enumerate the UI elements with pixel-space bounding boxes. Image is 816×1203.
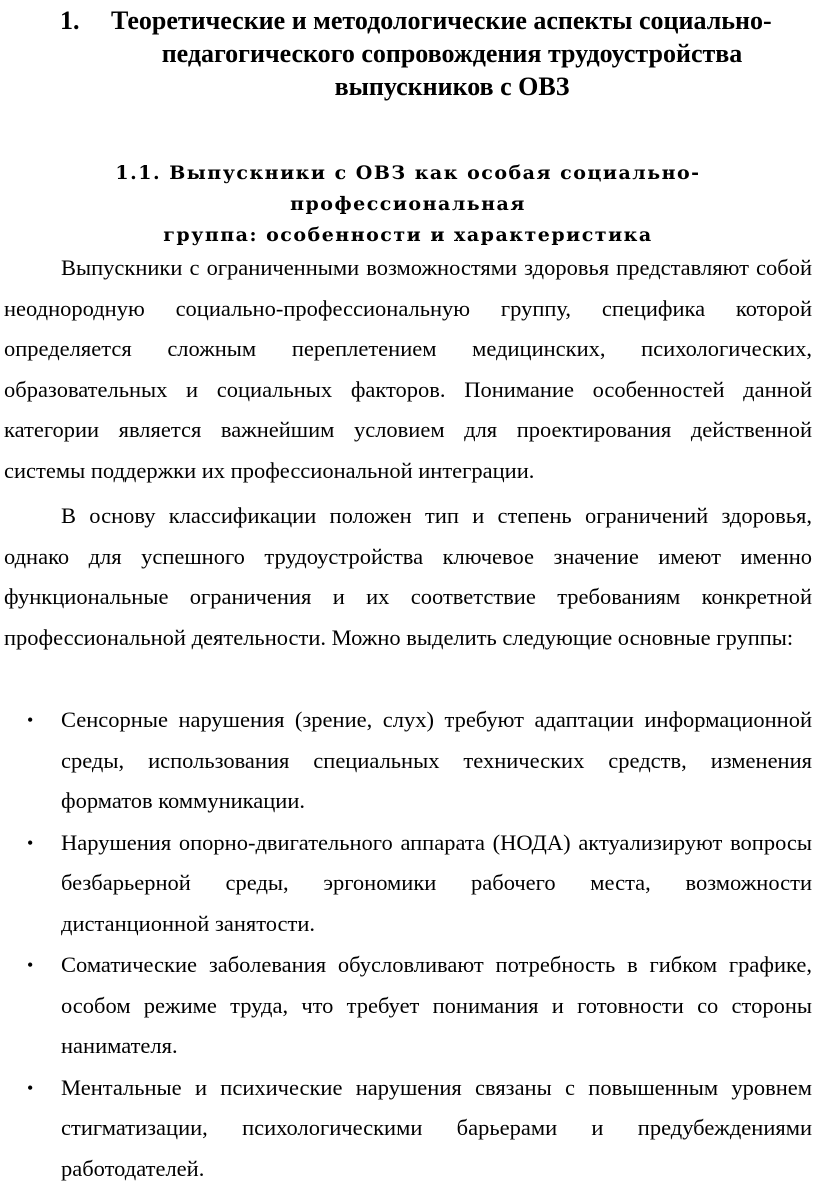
chapter-heading-line-2: педагогического сопровождения трудоустройства bbox=[161, 39, 743, 68]
list-item bbox=[0, 1068, 812, 1190]
bullet-icon: • bbox=[27, 955, 34, 975]
list-item bbox=[0, 700, 812, 822]
bullet-icon: • bbox=[27, 710, 34, 730]
bullet-icon: • bbox=[27, 832, 34, 853]
list-item-text: Сенсорные нарушения (зрение, слух) требуют адаптации информационной среды, использования специальных технических средств, изменения форматов коммуникации. bbox=[61, 707, 812, 813]
chapter-heading-line-1: Теоретические и методологические аспекты социально- bbox=[111, 6, 772, 35]
paragraph-text: В основу классификации положен тип и степень ограничений здоровья, однако для успешного трудоустройства ключевое значение имеют именно функциональные ограничения и их соответствие требованиям конкретной профессиональной деятельности. Можно выделить следующие основные группы: bbox=[4, 503, 812, 650]
list-item-text: Нарушения опорно-двигательного аппарата (НОДА) актуализируют вопросы безбарьерной среды, эргономики рабочего места, возможности дистанционной занятости. bbox=[61, 829, 812, 936]
bullet-icon: • bbox=[27, 1077, 34, 1098]
paragraph-text: Выпускники с ограниченными возможностями здоровья представляют собой неоднородную социально-профессиональную группу, специфика которой определяется сложным переплетением медицинских, психологических, образовательных и социальных факторов. Понимание особенностей данной категории является важнейшим условием для проектирования действенной системы поддержки их профессиональной интеграции. bbox=[4, 255, 812, 483]
chapter-heading bbox=[60, 4, 800, 103]
list-item-text: Ментальные и психические нарушения связаны с повышенным уровнем стигматизации, психологическими барьерами и предубеждениями работодателей. bbox=[61, 1074, 812, 1181]
chapter-number: 1. bbox=[60, 6, 80, 35]
list-item bbox=[0, 823, 812, 945]
section-heading-line-2: группа: особенности и характеристика bbox=[163, 224, 653, 246]
list-item bbox=[0, 945, 812, 1067]
paragraph-2 bbox=[4, 496, 812, 658]
chapter-heading-line-3: выпускников с ОВЗ bbox=[334, 72, 570, 101]
list-item-text: Соматические заболевания обусловливают потребность в гибком графике, особом режиме труда, что требует понимания и готовности со стороны нанимателя. bbox=[61, 952, 812, 1058]
section-heading-line-1: 1.1. Выпускники с ОВЗ как особая социально-профессиональная bbox=[115, 162, 701, 215]
section-heading bbox=[0, 158, 816, 251]
disability-groups-list bbox=[0, 700, 812, 1190]
paragraph-1 bbox=[4, 248, 812, 491]
